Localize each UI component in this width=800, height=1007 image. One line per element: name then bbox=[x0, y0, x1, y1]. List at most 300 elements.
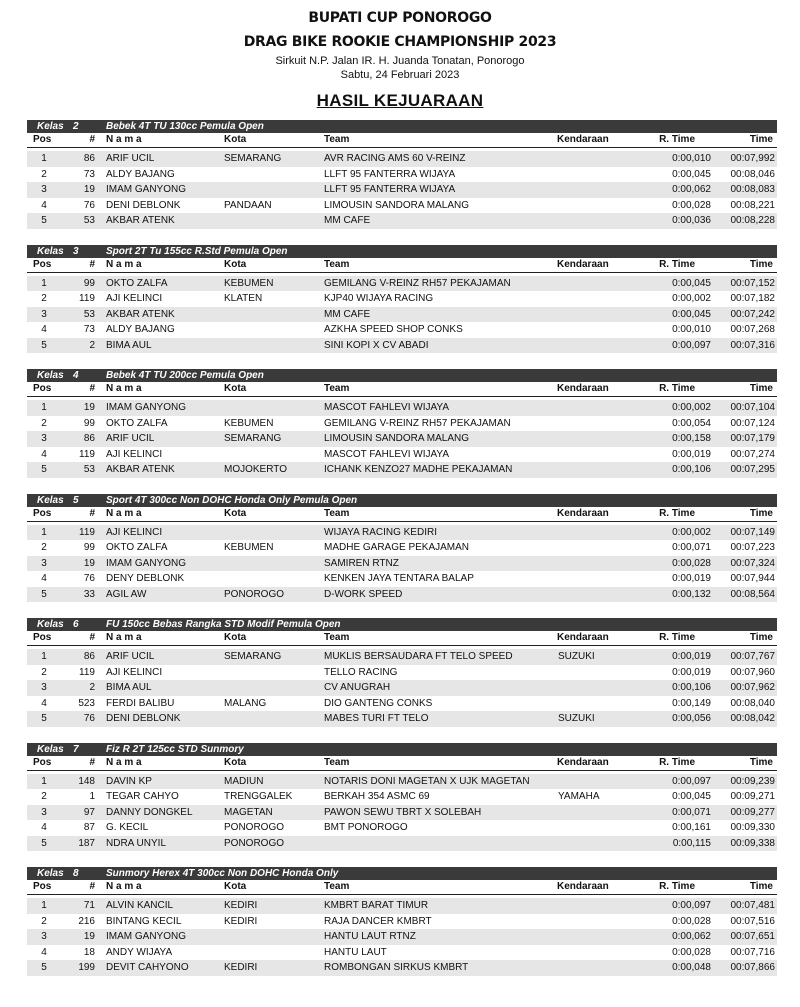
column-header-rtime: R. Time bbox=[659, 258, 695, 270]
cell-nama: AJI KELINCI bbox=[106, 448, 163, 460]
cell-team: MASCOT FAHLEVI WIJAYA bbox=[324, 448, 450, 460]
cell-pos: 4 bbox=[41, 697, 47, 709]
class-label: Kelas bbox=[37, 494, 64, 506]
cell-team: AVR RACING AMS 60 V-REINZ bbox=[324, 153, 466, 164]
column-header-row bbox=[27, 133, 777, 148]
cell-rtime: 0:00,149 bbox=[672, 697, 711, 709]
class-label: Kelas bbox=[37, 121, 64, 132]
column-header-row bbox=[27, 258, 777, 273]
table-row bbox=[27, 540, 777, 556]
class-category: FU 150cc Bebas Rangka STD Modif Pemula Open bbox=[106, 619, 341, 630]
results-rows bbox=[27, 397, 777, 478]
cell-pos: 5 bbox=[41, 588, 47, 600]
cell-team: D-WORK SPEED bbox=[324, 588, 403, 600]
cell-kota: KEBUMEN bbox=[224, 277, 274, 289]
cell-time: 00:07,481 bbox=[730, 900, 775, 911]
cell-nama: AGIL AW bbox=[106, 588, 147, 600]
column-header-time: Time bbox=[749, 756, 773, 768]
cell-pos: 3 bbox=[41, 682, 47, 693]
cell-rtime: 0:00,056 bbox=[672, 713, 711, 724]
results-rows bbox=[27, 273, 777, 354]
column-header-kendaraan: Kendaraan bbox=[557, 258, 609, 270]
cell-time: 00:08,221 bbox=[730, 199, 775, 211]
column-header-kendaraan: Kendaraan bbox=[557, 881, 609, 892]
table-row bbox=[27, 198, 777, 214]
cell-pos: 2 bbox=[41, 542, 47, 553]
cell-nama: DENI DEBLONK bbox=[106, 713, 181, 724]
table-row bbox=[27, 649, 777, 665]
cell-rtime: 0:00,028 bbox=[672, 915, 711, 927]
class-category: Fiz R 2T 125cc STD Sunmory bbox=[106, 743, 244, 755]
column-header-nama: N a m a bbox=[106, 507, 142, 519]
cell-time: 00:08,040 bbox=[730, 697, 775, 709]
column-header-kota: Kota bbox=[224, 134, 247, 145]
column-header-kendaraan: Kendaraan bbox=[557, 756, 609, 768]
column-header-num: # bbox=[89, 383, 95, 394]
cell-nama: AKBAR ATENK bbox=[106, 215, 175, 226]
column-header-kota: Kota bbox=[224, 756, 247, 768]
cell-nama: ARIF UCIL bbox=[106, 651, 155, 662]
cell-rtime: 0:00,062 bbox=[672, 184, 711, 195]
cell-time: 00:07,962 bbox=[730, 682, 775, 693]
championship-title: DRAG BIKE ROOKIE CHAMPIONSHIP 2023 bbox=[243, 34, 557, 50]
cell-rtime: 0:00,019 bbox=[672, 448, 711, 460]
cell-num: 523 bbox=[78, 697, 95, 709]
table-row bbox=[27, 167, 777, 183]
cell-rtime: 0:00,036 bbox=[672, 215, 711, 226]
cell-pos: 1 bbox=[41, 775, 47, 787]
cell-num: 119 bbox=[79, 448, 95, 460]
class-section bbox=[27, 867, 777, 976]
cell-rtime: 0:00,045 bbox=[672, 791, 711, 802]
cell-nama: ALDY BAJANG bbox=[106, 324, 175, 335]
cell-time: 00:07,767 bbox=[730, 651, 775, 662]
cell-time: 00:07,274 bbox=[730, 448, 775, 460]
column-header-time: Time bbox=[749, 134, 773, 145]
class-title-bar bbox=[27, 867, 777, 880]
cell-pos: 4 bbox=[41, 324, 47, 335]
cell-rtime: 0:00,048 bbox=[672, 962, 711, 973]
cell-kota: KEDIRI bbox=[224, 915, 258, 927]
cell-num: 73 bbox=[83, 168, 95, 180]
cell-team: MASCOT FAHLEVI WIJAYA bbox=[324, 402, 450, 413]
column-header-pos: Pos bbox=[33, 507, 52, 519]
column-header-team: Team bbox=[324, 383, 350, 394]
cell-kota: SEMARANG bbox=[224, 433, 282, 444]
cell-nama: ARIF UCIL bbox=[106, 153, 155, 164]
cell-team: LIMOUSIN SANDORA MALANG bbox=[324, 199, 470, 211]
column-header-time: Time bbox=[749, 383, 773, 394]
cell-time: 00:08,046 bbox=[730, 168, 775, 180]
cell-num: 2 bbox=[89, 682, 95, 693]
cell-num: 53 bbox=[83, 215, 95, 226]
cell-num: 99 bbox=[83, 277, 95, 289]
cell-pos: 2 bbox=[41, 417, 47, 429]
cell-rtime: 0:00,106 bbox=[672, 464, 711, 475]
table-row bbox=[27, 711, 777, 727]
cell-team: LIMOUSIN SANDORA MALANG bbox=[324, 433, 470, 444]
cell-pos: 3 bbox=[41, 806, 47, 818]
column-header-num: # bbox=[89, 756, 95, 768]
cell-rtime: 0:00,010 bbox=[672, 153, 711, 164]
cell-nama: AJI KELINCI bbox=[106, 526, 163, 538]
cell-nama: FERDI BALIBU bbox=[106, 697, 175, 709]
cell-team: BMT PONOROGO bbox=[324, 822, 408, 833]
cell-pos: 5 bbox=[41, 215, 47, 226]
table-row bbox=[27, 431, 777, 447]
cell-nama: DAVIN KP bbox=[106, 775, 152, 787]
column-header-pos: Pos bbox=[33, 383, 52, 394]
cell-rtime: 0:00,010 bbox=[672, 324, 711, 335]
cell-kota: KEDIRI bbox=[224, 962, 258, 973]
cell-rtime: 0:00,097 bbox=[672, 339, 711, 351]
cell-pos: 3 bbox=[41, 931, 47, 942]
table-row bbox=[27, 836, 777, 852]
cell-time: 00:08,564 bbox=[730, 588, 775, 600]
results-rows bbox=[27, 895, 777, 976]
cell-pos: 5 bbox=[41, 339, 47, 351]
column-header-nama: N a m a bbox=[106, 632, 142, 643]
column-header-nama: N a m a bbox=[106, 881, 142, 892]
class-number: 2 bbox=[73, 121, 79, 132]
cell-kota: KLATEN bbox=[224, 293, 263, 304]
cell-kend: SUZUKI bbox=[558, 651, 595, 662]
cell-time: 00:07,242 bbox=[730, 308, 775, 320]
cell-team: TELLO RACING bbox=[324, 666, 398, 678]
cell-team: MADHE GARAGE PEKAJAMAN bbox=[324, 542, 470, 553]
cell-team: MUKLIS BERSAUDARA FT TELO SPEED bbox=[324, 651, 513, 662]
table-row bbox=[27, 213, 777, 229]
class-title-bar bbox=[27, 494, 777, 507]
cell-time: 00:07,992 bbox=[730, 153, 775, 164]
cell-time: 00:07,149 bbox=[730, 526, 775, 538]
column-header-kendaraan: Kendaraan bbox=[557, 383, 609, 394]
cell-num: 73 bbox=[83, 324, 95, 335]
cell-num: 119 bbox=[79, 526, 95, 538]
cell-team: AZKHA SPEED SHOP CONKS bbox=[324, 324, 463, 335]
column-header-rtime: R. Time bbox=[659, 383, 695, 394]
table-row bbox=[27, 400, 777, 416]
table-row bbox=[27, 525, 777, 541]
column-header-nama: N a m a bbox=[106, 134, 142, 145]
cell-time: 00:07,223 bbox=[730, 542, 775, 553]
cell-pos: 3 bbox=[41, 308, 47, 320]
table-row bbox=[27, 416, 777, 432]
cell-team: KMBRT BARAT TIMUR bbox=[324, 900, 429, 911]
cell-nama: IMAM GANYONG bbox=[106, 402, 187, 413]
cell-rtime: 0:00,071 bbox=[672, 806, 711, 818]
column-header-time: Time bbox=[749, 258, 773, 270]
column-header-team: Team bbox=[324, 507, 350, 519]
cell-num: 76 bbox=[83, 713, 95, 724]
cell-rtime: 0:00,002 bbox=[672, 526, 711, 538]
cell-rtime: 0:00,045 bbox=[672, 277, 711, 289]
cell-num: 119 bbox=[79, 293, 95, 304]
cell-kota: PONOROGO bbox=[224, 837, 285, 849]
cell-num: 53 bbox=[83, 308, 95, 320]
cell-team: RAJA DANCER KMBRT bbox=[324, 915, 432, 927]
column-header-kota: Kota bbox=[224, 383, 247, 394]
cell-rtime: 0:00,028 bbox=[672, 557, 711, 569]
column-header-rtime: R. Time bbox=[659, 756, 695, 768]
cell-nama: OKTO ZALFA bbox=[106, 542, 168, 553]
cell-num: 187 bbox=[78, 837, 95, 849]
column-header-team: Team bbox=[324, 881, 350, 892]
class-title-bar bbox=[27, 618, 777, 631]
cell-num: 76 bbox=[83, 573, 95, 584]
class-label: Kelas bbox=[37, 619, 64, 630]
cell-team: NOTARIS DONI MAGETAN X UJK MAGETAN bbox=[324, 775, 530, 787]
cell-time: 00:07,316 bbox=[730, 339, 775, 351]
class-section bbox=[27, 120, 777, 229]
column-header-rtime: R. Time bbox=[659, 632, 695, 643]
column-header-pos: Pos bbox=[33, 258, 52, 270]
cell-time: 00:07,124 bbox=[730, 417, 775, 429]
cell-rtime: 0:00,002 bbox=[672, 293, 711, 304]
class-label: Kelas bbox=[37, 370, 64, 381]
table-row bbox=[27, 291, 777, 307]
class-title-bar bbox=[27, 369, 777, 382]
column-header-time: Time bbox=[749, 632, 773, 643]
cell-num: 86 bbox=[83, 153, 95, 164]
cell-team: SAMIREN RTNZ bbox=[324, 557, 399, 569]
cell-nama: ANDY WIJAYA bbox=[106, 946, 173, 958]
column-header-row bbox=[27, 880, 777, 895]
column-header-kendaraan: Kendaraan bbox=[557, 507, 609, 519]
cell-rtime: 0:00,161 bbox=[672, 822, 711, 833]
cell-kota: KEDIRI bbox=[224, 900, 258, 911]
column-header-kota: Kota bbox=[224, 881, 247, 892]
table-row bbox=[27, 898, 777, 914]
column-header-rtime: R. Time bbox=[659, 507, 695, 519]
cell-rtime: 0:00,158 bbox=[672, 433, 711, 444]
table-row bbox=[27, 665, 777, 681]
cell-kend: YAMAHA bbox=[558, 791, 600, 802]
cell-pos: 2 bbox=[41, 168, 47, 180]
class-section bbox=[27, 743, 777, 852]
cell-pos: 2 bbox=[41, 915, 47, 927]
column-header-team: Team bbox=[324, 258, 350, 270]
cell-rtime: 0:00,028 bbox=[672, 946, 711, 958]
cell-num: 87 bbox=[83, 822, 95, 833]
column-header-num: # bbox=[89, 507, 95, 519]
cell-rtime: 0:00,019 bbox=[672, 666, 711, 678]
column-header-kendaraan: Kendaraan bbox=[557, 632, 609, 643]
cell-team: PAWON SEWU TBRT X SOLEBAH bbox=[324, 806, 482, 818]
cell-time: 00:07,716 bbox=[730, 946, 775, 958]
cell-team: SINI KOPI X CV ABADI bbox=[324, 339, 429, 351]
cell-nama: NDRA UNYIL bbox=[106, 837, 167, 849]
event-title: BUPATI CUP PONOROGO bbox=[308, 10, 492, 26]
venue-text: Sirkuit N.P. Jalan IR. H. Juanda Tonatan, Ponorogo bbox=[275, 55, 525, 67]
cell-time: 00:07,324 bbox=[730, 557, 775, 569]
cell-num: 86 bbox=[83, 651, 95, 662]
cell-num: 99 bbox=[83, 417, 95, 429]
cell-pos: 3 bbox=[41, 557, 47, 569]
cell-num: 33 bbox=[83, 588, 95, 600]
column-header-row bbox=[27, 507, 777, 522]
cell-nama: BIMA AUL bbox=[106, 339, 152, 351]
cell-rtime: 0:00,045 bbox=[672, 168, 711, 180]
cell-pos: 2 bbox=[41, 293, 47, 304]
cell-num: 1 bbox=[89, 791, 95, 802]
cell-kota: KEBUMEN bbox=[224, 542, 274, 553]
cell-num: 19 bbox=[83, 402, 95, 413]
column-header-rtime: R. Time bbox=[659, 881, 695, 892]
cell-team: ICHANK KENZO27 MADHE PEKAJAMAN bbox=[324, 464, 513, 475]
class-number: 7 bbox=[73, 743, 79, 755]
cell-nama: DEVIT CAHYONO bbox=[106, 962, 189, 973]
cell-nama: OKTO ZALFA bbox=[106, 277, 168, 289]
cell-num: 148 bbox=[78, 775, 95, 787]
cell-team: GEMILANG V-REINZ RH57 PEKAJAMAN bbox=[324, 417, 511, 429]
cell-team: GEMILANG V-REINZ RH57 PEKAJAMAN bbox=[324, 277, 511, 289]
cell-time: 00:07,268 bbox=[730, 324, 775, 335]
column-header-pos: Pos bbox=[33, 134, 52, 145]
cell-time: 00:08,228 bbox=[730, 215, 775, 226]
column-header-row bbox=[27, 382, 777, 397]
table-row bbox=[27, 789, 777, 805]
cell-time: 00:08,042 bbox=[730, 713, 775, 724]
cell-team: MABES TURI FT TELO bbox=[324, 713, 429, 724]
cell-time: 00:09,330 bbox=[730, 822, 775, 833]
cell-nama: AJI KELINCI bbox=[106, 293, 163, 304]
cell-time: 00:07,516 bbox=[730, 915, 775, 927]
cell-rtime: 0:00,115 bbox=[672, 837, 711, 849]
cell-num: 18 bbox=[83, 946, 95, 958]
cell-pos: 4 bbox=[41, 448, 47, 460]
cell-nama: AKBAR ATENK bbox=[106, 464, 175, 475]
cell-rtime: 0:00,132 bbox=[672, 588, 711, 600]
table-row bbox=[27, 182, 777, 198]
cell-time: 00:09,277 bbox=[730, 806, 775, 818]
cell-num: 86 bbox=[83, 433, 95, 444]
cell-pos: 1 bbox=[41, 900, 47, 911]
cell-time: 00:09,271 bbox=[730, 791, 775, 802]
column-header-num: # bbox=[89, 258, 95, 270]
cell-pos: 4 bbox=[41, 822, 47, 833]
cell-nama: ALVIN KANCIL bbox=[106, 900, 174, 911]
cell-team: HANTU LAUT bbox=[324, 946, 387, 958]
cell-kota: MOJOKERTO bbox=[224, 464, 287, 475]
cell-rtime: 0:00,071 bbox=[672, 542, 711, 553]
table-row bbox=[27, 571, 777, 587]
cell-num: 119 bbox=[79, 666, 95, 678]
cell-pos: 4 bbox=[41, 946, 47, 958]
table-row bbox=[27, 462, 777, 478]
column-header-row bbox=[27, 756, 777, 771]
cell-rtime: 0:00,062 bbox=[672, 931, 711, 942]
cell-pos: 3 bbox=[41, 184, 47, 195]
class-label: Kelas bbox=[37, 743, 64, 755]
cell-num: 216 bbox=[78, 915, 95, 927]
table-row bbox=[27, 914, 777, 930]
class-title-bar bbox=[27, 120, 777, 133]
cell-time: 00:07,944 bbox=[730, 573, 775, 584]
cell-time: 00:07,179 bbox=[730, 433, 775, 444]
cell-rtime: 0:00,045 bbox=[672, 308, 711, 320]
column-header-team: Team bbox=[324, 632, 350, 643]
class-number: 5 bbox=[73, 494, 79, 506]
cell-nama: IMAM GANYONG bbox=[106, 557, 187, 569]
cell-rtime: 0:00,106 bbox=[672, 682, 711, 693]
cell-nama: DENI DEBLONK bbox=[106, 199, 181, 211]
cell-pos: 3 bbox=[41, 433, 47, 444]
cell-pos: 4 bbox=[41, 199, 47, 211]
class-category: Bebek 4T TU 130cc Pemula Open bbox=[106, 121, 264, 132]
cell-kota: PONOROGO bbox=[224, 588, 285, 600]
cell-team: LLFT 95 FANTERRA WIJAYA bbox=[324, 184, 456, 195]
cell-kota: MALANG bbox=[224, 697, 267, 709]
cell-team: CV ANUGRAH bbox=[324, 682, 391, 693]
cell-num: 19 bbox=[83, 184, 95, 195]
cell-kota: TRENGGALEK bbox=[224, 791, 293, 802]
column-header-time: Time bbox=[749, 507, 773, 519]
column-header-row bbox=[27, 631, 777, 646]
class-number: 3 bbox=[73, 245, 79, 257]
table-row bbox=[27, 929, 777, 945]
column-header-num: # bbox=[89, 632, 95, 643]
cell-kota: MADIUN bbox=[224, 775, 264, 787]
cell-num: 76 bbox=[83, 199, 95, 211]
results-rows bbox=[27, 148, 777, 229]
cell-num: 71 bbox=[83, 900, 95, 911]
cell-nama: BINTANG KECIL bbox=[106, 915, 182, 927]
cell-pos: 1 bbox=[41, 277, 47, 289]
cell-kota: SEMARANG bbox=[224, 153, 282, 164]
table-row bbox=[27, 447, 777, 463]
cell-time: 00:07,295 bbox=[730, 464, 775, 475]
cell-time: 00:07,152 bbox=[730, 277, 775, 289]
cell-team: WIJAYA RACING KEDIRI bbox=[324, 526, 437, 538]
cell-nama: TEGAR CAHYO bbox=[106, 791, 179, 802]
class-category: Sunmory Herex 4T 300cc Non DOHC Honda Only bbox=[106, 868, 339, 879]
cell-nama: ALDY BAJANG bbox=[106, 168, 175, 180]
cell-time: 00:08,083 bbox=[730, 184, 775, 195]
table-row bbox=[27, 960, 777, 976]
results-heading: HASIL KEJUARAAN bbox=[316, 91, 484, 110]
column-header-nama: N a m a bbox=[106, 258, 142, 270]
cell-time: 00:09,239 bbox=[730, 775, 775, 787]
cell-team: DIO GANTENG CONKS bbox=[324, 697, 433, 709]
results-sections bbox=[27, 120, 777, 992]
class-number: 8 bbox=[73, 868, 79, 879]
date-text: Sabtu, 24 Februari 2023 bbox=[340, 69, 460, 81]
cell-nama: IMAM GANYONG bbox=[106, 184, 187, 195]
cell-kota: PONOROGO bbox=[224, 822, 285, 833]
cell-nama: BIMA AUL bbox=[106, 682, 152, 693]
table-row bbox=[27, 307, 777, 323]
cell-num: 99 bbox=[83, 542, 95, 553]
cell-team: ROMBONGAN SIRKUS KMBRT bbox=[324, 962, 469, 973]
class-section bbox=[27, 369, 777, 478]
column-header-pos: Pos bbox=[33, 881, 52, 892]
cell-kota: MAGETAN bbox=[224, 806, 273, 818]
column-header-num: # bbox=[89, 881, 95, 892]
cell-team: BERKAH 354 ASMC 69 bbox=[324, 791, 430, 802]
results-rows bbox=[27, 522, 777, 603]
class-title-bar bbox=[27, 245, 777, 258]
cell-team: MM CAFE bbox=[324, 308, 371, 320]
cell-kota: KEBUMEN bbox=[224, 417, 274, 429]
results-rows bbox=[27, 646, 777, 727]
cell-num: 199 bbox=[78, 962, 95, 973]
cell-time: 00:07,182 bbox=[730, 293, 775, 304]
class-category: Bebek 4T TU 200cc Pemula Open bbox=[106, 370, 264, 381]
cell-team: KENKEN JAYA TENTARA BALAP bbox=[324, 573, 474, 584]
column-header-rtime: R. Time bbox=[659, 134, 695, 145]
column-header-pos: Pos bbox=[33, 756, 52, 768]
